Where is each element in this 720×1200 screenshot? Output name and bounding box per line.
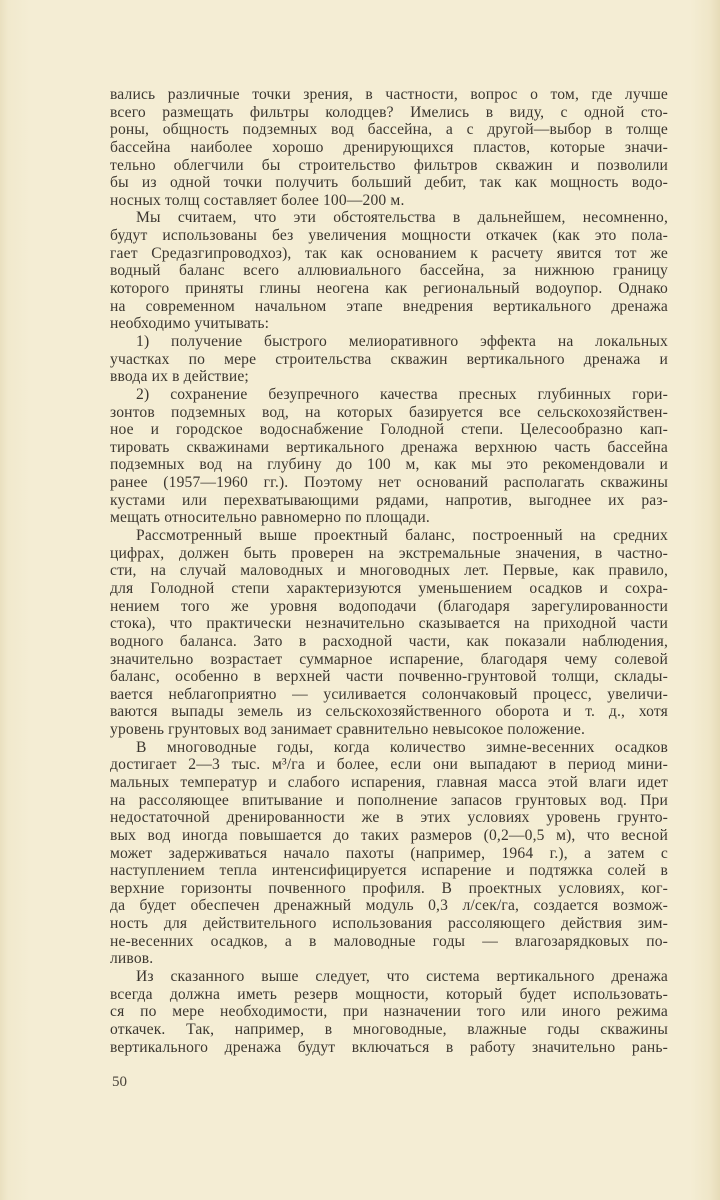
text-line: ся по мере необходимости, при назначении того или иного режима [110,1003,668,1021]
text-line: достигает 2—3 тыс. м³/га и более, если они выпадают в период мини- [110,756,668,774]
text-line: не-весенних осадков, а в маловодные годы — влагозарядковых по- [110,932,668,950]
text-line: водного баланса. Зато в расходной части, как показали наблюдения, [110,632,668,650]
text-line: наступлением тепла интенсифицируется испарение и подтяжка солей в [110,862,668,880]
text-line: тельно облегчили бы строительство фильтров скважин и позволили [110,156,668,174]
text-line: подземных вод на глубину до 100 м, как мы это рекомендовали и [110,456,668,474]
text-line: вертикального дренажа будут включаться в работу значительно рань- [110,1038,668,1056]
text-line: баланс, особенно в верхней части почвенно-грунтовой толщи, склады- [110,668,668,686]
text-line: ность для действительного использования рассоляющего действия зим- [110,915,668,933]
text-line: откачек. Так, например, в многоводные, влажные годы скважины [110,1020,668,1038]
text-line: недостаточной дренированности же в этих условиях уровень грунто- [110,809,668,827]
text-line: которого приняты глины неогена как региональный водоупор. Однако [110,280,668,298]
text-line: необходимо учитывать: [110,315,270,333]
text-line: значительно возрастает суммарное испарение, благодаря чему солевой [110,650,668,668]
text-line: бассейна наиболее хорошо дренирующихся пластов, которые значи- [110,138,668,156]
text-line: уровень грунтовых вод занимает сравнительно невысокое положение. [110,721,586,739]
text-line: цифрах, должен быть проверен на экстремальные значения, в частно- [110,544,668,562]
text-line: носных толщ составляет более 100—200 м. [110,191,405,209]
text-line: на рассоляющее впитывание и пополнение запасов грунтовых вод. При [110,791,668,809]
text-line: мальных температур и слабого испарения, главная масса этой влаги идет [110,773,668,791]
text-line: участках по мере строительства скважин вертикального дренажа и [110,350,668,368]
text-line: бы из одной точки получить больший дебит, так как мощность водо- [110,174,668,192]
text-line: гает Средазгипроводхоз), так как основанием к расчету явится тот же [110,244,668,262]
text-line: сти, на случай маловодных и многоводных лет. Первые, как правило, [110,562,668,580]
text-line: всегда должна иметь резерв мощности, который будет использовать- [110,985,668,1003]
text-line: ливов. [110,950,154,968]
text-line: может задерживаться начало пахоты (например, 1964 г.), а затем с [110,844,668,862]
text-line: Мы считаем, что эти обстоятельства в дальнейшем, несомненно, [136,209,668,227]
text-line: да будет обеспечен дренажный модуль 0,3 л/сек/га, создается возмож- [110,897,668,915]
text-line: 2) сохранение безупречного качества пресных глубинных гори- [136,385,668,403]
text-line: ваются выпады земель из сельскохозяйственного оборота и т. д., хотя [110,703,668,721]
text-line: водный баланс всего аллювиального бассейна, за нижнюю границу [110,262,668,280]
text-line: Рассмотренный выше проектный баланс, построенный на средних [136,527,668,545]
text-line: для Голодной степи характеризуются уменьшением осадков и сохра- [110,579,668,597]
text-line: Из сказанного выше следует, что система вертикального дренажа [136,968,668,986]
text-line: вых вод иногда повышается до таких размеров (0,2—0,5 м), что весной [110,826,668,844]
text-line: стока), что практически незначительно сказывается на приходной части [110,615,668,633]
text-line: вались различные точки зрения, в частности, вопрос о том, где лучше [110,86,668,103]
text-line: будут использованы без увеличения мощности откачек (как это пола- [110,227,668,245]
text-line: 1) получение быстрого мелиоративного эффекта на локальных [136,332,668,350]
text-line: тировать скважинами вертикального дренажа верхнюю часть бассейна [110,438,668,456]
text-line: всего размещать фильтры колодцев? Имелись в виду, с одной сто- [110,103,668,121]
page-number: 50 [112,1074,127,1090]
page-body [110,86,668,1056]
text-line: верхние горизонты почвенного профиля. В проектных условиях, ког- [110,879,668,897]
text-line: В многоводные годы, когда количество зимне-весенних осадков [136,738,668,756]
text-line: роны, общность подземных вод бассейна, а с другой—выбор в толще [110,121,668,139]
text-line: мещать относительно равномерно по площади. [110,509,430,527]
text-line: ранее (1957—1960 гг.). Поэтому нет оснований располагать скважины [110,474,668,492]
text-line: ввода их в действие; [110,368,249,386]
text-line: вается неблагоприятно — усиливается солончаковый процесс, увеличи- [110,685,668,703]
text-line: нением того же уровня водоподачи (благодаря зарегулированности [110,597,668,615]
text-line: зонтов подземных вод, на которых базируется все сельскохозяйствен- [110,403,668,421]
text-line: ное и городское водоснабжение Голодной степи. Целесообразно кап- [110,421,668,439]
text-line: кустами или перехватывающими рядами, напротив, выгоднее их раз- [110,491,668,509]
text-line: на современном начальном этапе внедрения вертикального дренажа [110,297,668,315]
